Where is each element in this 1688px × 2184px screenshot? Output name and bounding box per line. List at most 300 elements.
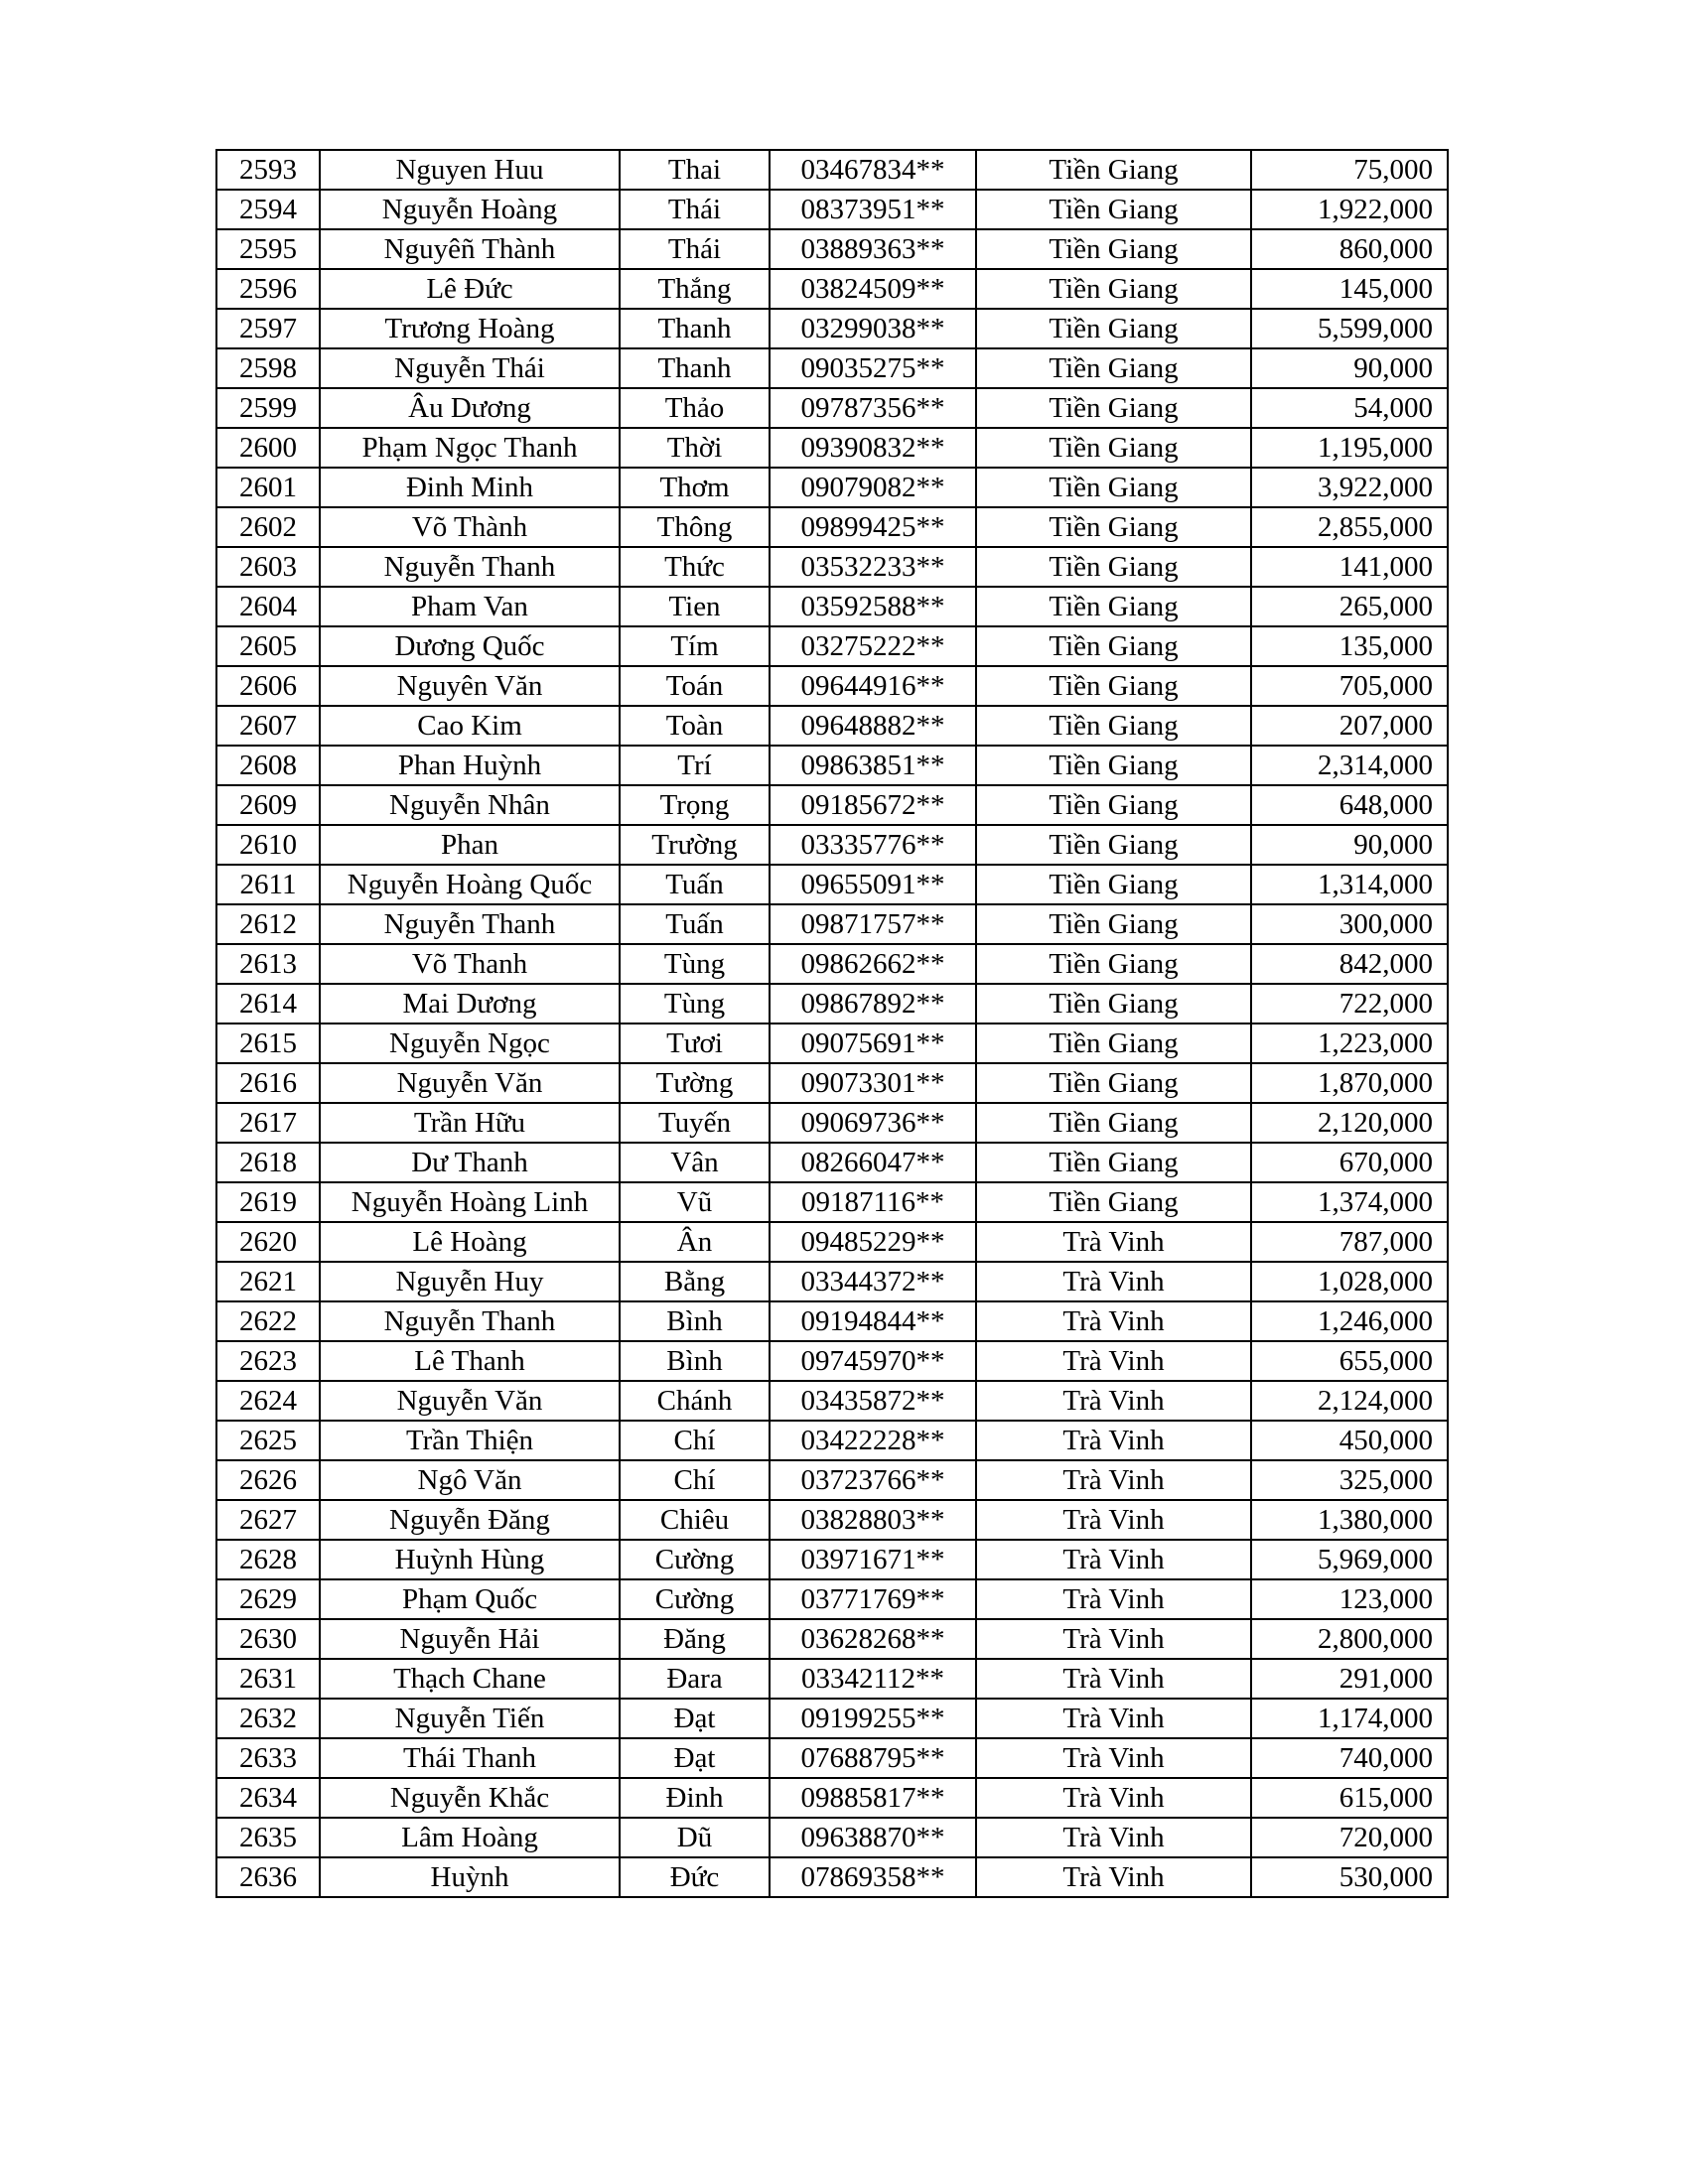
province-cell: Trà Vinh xyxy=(976,1341,1251,1381)
table-row xyxy=(216,1857,1448,1897)
given-name-cell: Trọng xyxy=(620,785,770,825)
table-row xyxy=(216,1182,1448,1222)
given-name-cell: Cường xyxy=(620,1540,770,1579)
phone-cell: 03467834** xyxy=(770,150,976,190)
given-name-cell: Bình xyxy=(620,1301,770,1341)
row-number-cell: 2594 xyxy=(216,190,320,229)
table-body xyxy=(216,150,1448,1897)
amount-cell: 2,314,000 xyxy=(1251,746,1448,785)
amount-cell: 1,174,000 xyxy=(1251,1699,1448,1738)
given-name-cell: Tím xyxy=(620,626,770,666)
table-row xyxy=(216,984,1448,1024)
surname-cell: Phạm Quốc xyxy=(320,1579,620,1619)
province-cell: Trà Vinh xyxy=(976,1818,1251,1857)
phone-cell: 03592588** xyxy=(770,587,976,626)
province-cell: Tiền Giang xyxy=(976,468,1251,507)
phone-cell: 09885817** xyxy=(770,1778,976,1818)
row-number-cell: 2604 xyxy=(216,587,320,626)
surname-cell: Nguyễn Tiến xyxy=(320,1699,620,1738)
given-name-cell: Thanh xyxy=(620,348,770,388)
row-number-cell: 2596 xyxy=(216,269,320,309)
table-row xyxy=(216,1818,1448,1857)
amount-cell: 2,124,000 xyxy=(1251,1381,1448,1421)
surname-cell: Nguyễn Thái xyxy=(320,348,620,388)
given-name-cell: Thái xyxy=(620,229,770,269)
given-name-cell: Thức xyxy=(620,547,770,587)
surname-cell: Võ Thành xyxy=(320,507,620,547)
province-cell: Tiền Giang xyxy=(976,1103,1251,1143)
table-row xyxy=(216,1222,1448,1262)
amount-cell: 90,000 xyxy=(1251,348,1448,388)
phone-cell: 03771769** xyxy=(770,1579,976,1619)
phone-cell: 09655091** xyxy=(770,865,976,904)
given-name-cell: Tùng xyxy=(620,984,770,1024)
amount-cell: 842,000 xyxy=(1251,944,1448,984)
phone-cell: 07688795** xyxy=(770,1738,976,1778)
amount-cell: 300,000 xyxy=(1251,904,1448,944)
surname-cell: Lê Đức xyxy=(320,269,620,309)
given-name-cell: Đạt xyxy=(620,1699,770,1738)
given-name-cell: Thái xyxy=(620,190,770,229)
phone-cell: 09867892** xyxy=(770,984,976,1024)
surname-cell: Nguyễn Hoàng Quốc xyxy=(320,865,620,904)
given-name-cell: Thanh xyxy=(620,309,770,348)
given-name-cell: Bình xyxy=(620,1341,770,1381)
given-name-cell: Bằng xyxy=(620,1262,770,1301)
amount-cell: 655,000 xyxy=(1251,1341,1448,1381)
given-name-cell: Trường xyxy=(620,825,770,865)
table-row xyxy=(216,1103,1448,1143)
given-name-cell: Thơm xyxy=(620,468,770,507)
table-row xyxy=(216,825,1448,865)
province-cell: Trà Vinh xyxy=(976,1222,1251,1262)
amount-cell: 1,028,000 xyxy=(1251,1262,1448,1301)
surname-cell: Ngô Văn xyxy=(320,1460,620,1500)
row-number-cell: 2602 xyxy=(216,507,320,547)
row-number-cell: 2620 xyxy=(216,1222,320,1262)
row-number-cell: 2628 xyxy=(216,1540,320,1579)
amount-cell: 615,000 xyxy=(1251,1778,1448,1818)
row-number-cell: 2616 xyxy=(216,1063,320,1103)
surname-cell: Võ Thanh xyxy=(320,944,620,984)
given-name-cell: Cường xyxy=(620,1579,770,1619)
phone-cell: 03342112** xyxy=(770,1659,976,1699)
province-cell: Tiền Giang xyxy=(976,190,1251,229)
phone-cell: 09035275** xyxy=(770,348,976,388)
province-cell: Tiền Giang xyxy=(976,626,1251,666)
surname-cell: Nguyễn Hoàng xyxy=(320,190,620,229)
table-row xyxy=(216,1301,1448,1341)
given-name-cell: Thảo xyxy=(620,388,770,428)
given-name-cell: Trí xyxy=(620,746,770,785)
table-row xyxy=(216,1500,1448,1540)
given-name-cell: Chí xyxy=(620,1421,770,1460)
table-row xyxy=(216,507,1448,547)
phone-cell: 09187116** xyxy=(770,1182,976,1222)
surname-cell: Nguyêñ Thành xyxy=(320,229,620,269)
amount-cell: 207,000 xyxy=(1251,706,1448,746)
table-row xyxy=(216,309,1448,348)
row-number-cell: 2599 xyxy=(216,388,320,428)
province-cell: Trà Vinh xyxy=(976,1619,1251,1659)
province-cell: Trà Vinh xyxy=(976,1778,1251,1818)
surname-cell: Trương Hoàng xyxy=(320,309,620,348)
table-row xyxy=(216,388,1448,428)
surname-cell: Phạm Ngọc Thanh xyxy=(320,428,620,468)
province-cell: Trà Vinh xyxy=(976,1540,1251,1579)
row-number-cell: 2635 xyxy=(216,1818,320,1857)
province-cell: Tiền Giang xyxy=(976,1143,1251,1182)
row-number-cell: 2632 xyxy=(216,1699,320,1738)
surname-cell: Nguyên Văn xyxy=(320,666,620,706)
given-name-cell: Thắng xyxy=(620,269,770,309)
surname-cell: Nguyen Huu xyxy=(320,150,620,190)
phone-cell: 03628268** xyxy=(770,1619,976,1659)
surname-cell: Huỳnh xyxy=(320,1857,620,1897)
phone-cell: 09862662** xyxy=(770,944,976,984)
given-name-cell: Thông xyxy=(620,507,770,547)
phone-cell: 09899425** xyxy=(770,507,976,547)
surname-cell: Nguyễn Văn xyxy=(320,1381,620,1421)
phone-cell: 09075691** xyxy=(770,1024,976,1063)
surname-cell: Huỳnh Hùng xyxy=(320,1540,620,1579)
surname-cell: Nguyễn Hải xyxy=(320,1619,620,1659)
phone-cell: 09185672** xyxy=(770,785,976,825)
amount-cell: 2,800,000 xyxy=(1251,1619,1448,1659)
province-cell: Trà Vinh xyxy=(976,1738,1251,1778)
surname-cell: Nguyễn Khắc xyxy=(320,1778,620,1818)
table-row xyxy=(216,1699,1448,1738)
province-cell: Tiền Giang xyxy=(976,388,1251,428)
row-number-cell: 2605 xyxy=(216,626,320,666)
given-name-cell: Toàn xyxy=(620,706,770,746)
surname-cell: Lâm Hoàng xyxy=(320,1818,620,1857)
surname-cell: Dương Quốc xyxy=(320,626,620,666)
surname-cell: Nguyễn Thanh xyxy=(320,904,620,944)
province-cell: Trà Vinh xyxy=(976,1262,1251,1301)
row-number-cell: 2613 xyxy=(216,944,320,984)
amount-cell: 530,000 xyxy=(1251,1857,1448,1897)
row-number-cell: 2621 xyxy=(216,1262,320,1301)
table-row xyxy=(216,904,1448,944)
surname-cell: Trần Thiện xyxy=(320,1421,620,1460)
row-number-cell: 2615 xyxy=(216,1024,320,1063)
given-name-cell: Tường xyxy=(620,1063,770,1103)
phone-cell: 09644916** xyxy=(770,666,976,706)
surname-cell: Nguyễn Thanh xyxy=(320,1301,620,1341)
row-number-cell: 2603 xyxy=(216,547,320,587)
surname-cell: Thạch Chane xyxy=(320,1659,620,1699)
table-row xyxy=(216,587,1448,626)
row-number-cell: 2597 xyxy=(216,309,320,348)
given-name-cell: Toán xyxy=(620,666,770,706)
row-number-cell: 2612 xyxy=(216,904,320,944)
row-number-cell: 2608 xyxy=(216,746,320,785)
amount-cell: 1,374,000 xyxy=(1251,1182,1448,1222)
province-cell: Tiền Giang xyxy=(976,229,1251,269)
given-name-cell: Tien xyxy=(620,587,770,626)
row-number-cell: 2617 xyxy=(216,1103,320,1143)
table-row xyxy=(216,1341,1448,1381)
province-cell: Tiền Giang xyxy=(976,785,1251,825)
table-row xyxy=(216,706,1448,746)
given-name-cell: Đinh xyxy=(620,1778,770,1818)
given-name-cell: Đức xyxy=(620,1857,770,1897)
table-row xyxy=(216,269,1448,309)
surname-cell: Đinh Minh xyxy=(320,468,620,507)
row-number-cell: 2600 xyxy=(216,428,320,468)
amount-cell: 1,246,000 xyxy=(1251,1301,1448,1341)
table-row xyxy=(216,1659,1448,1699)
amount-cell: 740,000 xyxy=(1251,1738,1448,1778)
surname-cell: Nguyễn Thanh xyxy=(320,547,620,587)
surname-cell: Trần Hữu xyxy=(320,1103,620,1143)
phone-cell: 08266047** xyxy=(770,1143,976,1182)
surname-cell: Phan Huỳnh xyxy=(320,746,620,785)
amount-cell: 5,599,000 xyxy=(1251,309,1448,348)
row-number-cell: 2625 xyxy=(216,1421,320,1460)
phone-cell: 09787356** xyxy=(770,388,976,428)
amount-cell: 135,000 xyxy=(1251,626,1448,666)
surname-cell: Âu Dương xyxy=(320,388,620,428)
province-cell: Trà Vinh xyxy=(976,1857,1251,1897)
given-name-cell: Tươi xyxy=(620,1024,770,1063)
amount-cell: 1,922,000 xyxy=(1251,190,1448,229)
amount-cell: 3,922,000 xyxy=(1251,468,1448,507)
province-cell: Tiền Giang xyxy=(976,1063,1251,1103)
amount-cell: 705,000 xyxy=(1251,666,1448,706)
surname-cell: Nguyễn Nhân xyxy=(320,785,620,825)
table-row xyxy=(216,1421,1448,1460)
table-row xyxy=(216,666,1448,706)
province-cell: Tiền Giang xyxy=(976,150,1251,190)
phone-cell: 09194844** xyxy=(770,1301,976,1341)
surname-cell: Mai Dương xyxy=(320,984,620,1024)
amount-cell: 1,380,000 xyxy=(1251,1500,1448,1540)
row-number-cell: 2622 xyxy=(216,1301,320,1341)
amount-cell: 1,223,000 xyxy=(1251,1024,1448,1063)
given-name-cell: Ân xyxy=(620,1222,770,1262)
phone-cell: 03889363** xyxy=(770,229,976,269)
table-row xyxy=(216,348,1448,388)
table-row xyxy=(216,865,1448,904)
table-row xyxy=(216,1540,1448,1579)
row-number-cell: 2593 xyxy=(216,150,320,190)
row-number-cell: 2619 xyxy=(216,1182,320,1222)
row-number-cell: 2636 xyxy=(216,1857,320,1897)
given-name-cell: Đạt xyxy=(620,1738,770,1778)
table-row xyxy=(216,468,1448,507)
row-number-cell: 2595 xyxy=(216,229,320,269)
phone-cell: 09390832** xyxy=(770,428,976,468)
phone-cell: 03344372** xyxy=(770,1262,976,1301)
given-name-cell: Vũ xyxy=(620,1182,770,1222)
phone-cell: 09199255** xyxy=(770,1699,976,1738)
phone-cell: 03824509** xyxy=(770,269,976,309)
phone-cell: 03275222** xyxy=(770,626,976,666)
province-cell: Trà Vinh xyxy=(976,1659,1251,1699)
surname-cell: Nguyễn Huy xyxy=(320,1262,620,1301)
row-number-cell: 2611 xyxy=(216,865,320,904)
amount-cell: 145,000 xyxy=(1251,269,1448,309)
province-cell: Tiền Giang xyxy=(976,1024,1251,1063)
amount-cell: 2,120,000 xyxy=(1251,1103,1448,1143)
province-cell: Trà Vinh xyxy=(976,1421,1251,1460)
table-row xyxy=(216,944,1448,984)
amount-cell: 265,000 xyxy=(1251,587,1448,626)
province-cell: Tiền Giang xyxy=(976,348,1251,388)
table-row xyxy=(216,428,1448,468)
phone-cell: 09079082** xyxy=(770,468,976,507)
amount-cell: 670,000 xyxy=(1251,1143,1448,1182)
amount-cell: 1,195,000 xyxy=(1251,428,1448,468)
given-name-cell: Dũ xyxy=(620,1818,770,1857)
table-row xyxy=(216,547,1448,587)
given-name-cell: Chiêu xyxy=(620,1500,770,1540)
surname-cell: Nguyễn Ngọc xyxy=(320,1024,620,1063)
phone-cell: 03422228** xyxy=(770,1421,976,1460)
province-cell: Tiền Giang xyxy=(976,746,1251,785)
table-row xyxy=(216,1262,1448,1301)
table-row xyxy=(216,1460,1448,1500)
row-number-cell: 2614 xyxy=(216,984,320,1024)
amount-cell: 450,000 xyxy=(1251,1421,1448,1460)
given-name-cell: Chí xyxy=(620,1460,770,1500)
amount-cell: 860,000 xyxy=(1251,229,1448,269)
row-number-cell: 2631 xyxy=(216,1659,320,1699)
row-number-cell: 2606 xyxy=(216,666,320,706)
phone-cell: 07869358** xyxy=(770,1857,976,1897)
phone-cell: 03435872** xyxy=(770,1381,976,1421)
table-row xyxy=(216,1738,1448,1778)
province-cell: Trà Vinh xyxy=(976,1460,1251,1500)
table-row xyxy=(216,785,1448,825)
given-name-cell: Tuấn xyxy=(620,865,770,904)
table-row xyxy=(216,1381,1448,1421)
table-row xyxy=(216,626,1448,666)
row-number-cell: 2627 xyxy=(216,1500,320,1540)
given-name-cell: Chánh xyxy=(620,1381,770,1421)
province-cell: Trà Vinh xyxy=(976,1699,1251,1738)
surname-cell: Lê Hoàng xyxy=(320,1222,620,1262)
surname-cell: Thái Thanh xyxy=(320,1738,620,1778)
amount-cell: 5,969,000 xyxy=(1251,1540,1448,1579)
amount-cell: 75,000 xyxy=(1251,150,1448,190)
surname-cell: Dư Thanh xyxy=(320,1143,620,1182)
given-name-cell: Vân xyxy=(620,1143,770,1182)
amount-cell: 1,314,000 xyxy=(1251,865,1448,904)
table-row xyxy=(216,150,1448,190)
amount-cell: 648,000 xyxy=(1251,785,1448,825)
phone-cell: 03723766** xyxy=(770,1460,976,1500)
table-row xyxy=(216,1579,1448,1619)
province-cell: Tiền Giang xyxy=(976,547,1251,587)
table-row xyxy=(216,1063,1448,1103)
phone-cell: 03971671** xyxy=(770,1540,976,1579)
row-number-cell: 2598 xyxy=(216,348,320,388)
table-row xyxy=(216,1024,1448,1063)
row-number-cell: 2609 xyxy=(216,785,320,825)
phone-cell: 03828803** xyxy=(770,1500,976,1540)
row-number-cell: 2607 xyxy=(216,706,320,746)
surname-cell: Pham Van xyxy=(320,587,620,626)
table-row xyxy=(216,746,1448,785)
province-cell: Tiền Giang xyxy=(976,944,1251,984)
row-number-cell: 2623 xyxy=(216,1341,320,1381)
phone-cell: 03532233** xyxy=(770,547,976,587)
province-cell: Tiền Giang xyxy=(976,984,1251,1024)
row-number-cell: 2601 xyxy=(216,468,320,507)
row-number-cell: 2626 xyxy=(216,1460,320,1500)
phone-cell: 09069736** xyxy=(770,1103,976,1143)
row-number-cell: 2629 xyxy=(216,1579,320,1619)
phone-cell: 09485229** xyxy=(770,1222,976,1262)
amount-cell: 291,000 xyxy=(1251,1659,1448,1699)
phone-cell: 09638870** xyxy=(770,1818,976,1857)
given-name-cell: Đăng xyxy=(620,1619,770,1659)
province-cell: Trà Vinh xyxy=(976,1301,1251,1341)
row-number-cell: 2618 xyxy=(216,1143,320,1182)
surname-cell: Nguyễn Đăng xyxy=(320,1500,620,1540)
phone-cell: 09745970** xyxy=(770,1341,976,1381)
surname-cell: Phan xyxy=(320,825,620,865)
surname-cell: Cao Kim xyxy=(320,706,620,746)
amount-cell: 722,000 xyxy=(1251,984,1448,1024)
recipient-table xyxy=(215,149,1449,1898)
province-cell: Tiền Giang xyxy=(976,269,1251,309)
table-row xyxy=(216,190,1448,229)
province-cell: Tiền Giang xyxy=(976,865,1251,904)
phone-cell: 09073301** xyxy=(770,1063,976,1103)
given-name-cell: Đara xyxy=(620,1659,770,1699)
phone-cell: 03335776** xyxy=(770,825,976,865)
province-cell: Tiền Giang xyxy=(976,666,1251,706)
table-row xyxy=(216,1143,1448,1182)
given-name-cell: Tuấn xyxy=(620,904,770,944)
province-cell: Tiền Giang xyxy=(976,904,1251,944)
amount-cell: 720,000 xyxy=(1251,1818,1448,1857)
province-cell: Tiền Giang xyxy=(976,825,1251,865)
phone-cell: 03299038** xyxy=(770,309,976,348)
given-name-cell: Thời xyxy=(620,428,770,468)
amount-cell: 123,000 xyxy=(1251,1579,1448,1619)
amount-cell: 141,000 xyxy=(1251,547,1448,587)
table-row xyxy=(216,229,1448,269)
phone-cell: 09871757** xyxy=(770,904,976,944)
amount-cell: 325,000 xyxy=(1251,1460,1448,1500)
given-name-cell: Tùng xyxy=(620,944,770,984)
phone-cell: 08373951** xyxy=(770,190,976,229)
province-cell: Tiền Giang xyxy=(976,309,1251,348)
province-cell: Tiền Giang xyxy=(976,428,1251,468)
province-cell: Tiền Giang xyxy=(976,507,1251,547)
row-number-cell: 2610 xyxy=(216,825,320,865)
province-cell: Trà Vinh xyxy=(976,1500,1251,1540)
amount-cell: 787,000 xyxy=(1251,1222,1448,1262)
amount-cell: 54,000 xyxy=(1251,388,1448,428)
row-number-cell: 2634 xyxy=(216,1778,320,1818)
amount-cell: 90,000 xyxy=(1251,825,1448,865)
phone-cell: 09648882** xyxy=(770,706,976,746)
surname-cell: Lê Thanh xyxy=(320,1341,620,1381)
province-cell: Trà Vinh xyxy=(976,1579,1251,1619)
surname-cell: Nguyễn Hoàng Linh xyxy=(320,1182,620,1222)
phone-cell: 09863851** xyxy=(770,746,976,785)
given-name-cell: Tuyến xyxy=(620,1103,770,1143)
row-number-cell: 2633 xyxy=(216,1738,320,1778)
province-cell: Trà Vinh xyxy=(976,1381,1251,1421)
given-name-cell: Thai xyxy=(620,150,770,190)
